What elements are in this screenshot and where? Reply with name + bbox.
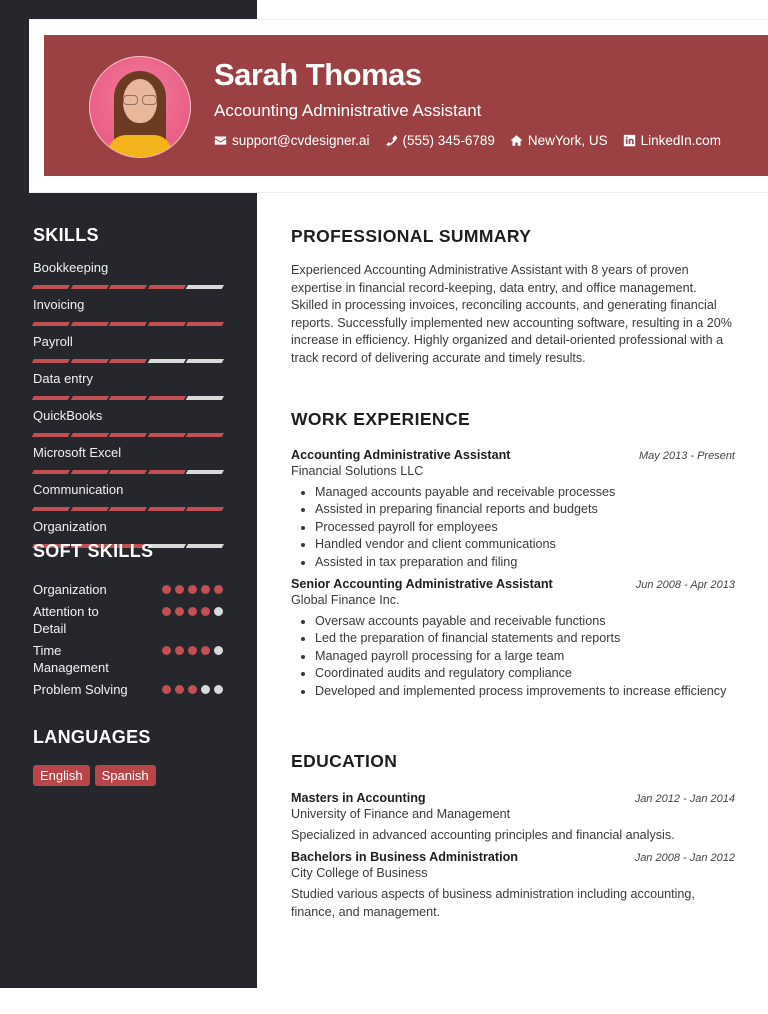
rating-dot <box>175 585 184 594</box>
skill-item <box>33 408 223 440</box>
skill-item <box>33 445 223 477</box>
skill-name: Microsoft Excel <box>33 445 122 460</box>
envelope-icon <box>214 134 227 147</box>
header-banner <box>44 35 768 176</box>
job-bullet: • Led the preparation of financial statements and reports <box>315 630 735 647</box>
level-segment <box>109 285 147 289</box>
skill-name: Organization <box>33 519 107 534</box>
avatar <box>89 56 191 158</box>
skill-name: Payroll <box>33 334 73 349</box>
rating-dot <box>214 646 223 655</box>
job-entry <box>291 448 735 571</box>
soft-skills-heading: SOFT SKILLS <box>33 541 154 561</box>
skills-list <box>33 260 223 551</box>
soft-skill-name: Time Management <box>33 643 109 675</box>
job-entry <box>291 577 735 700</box>
summary-section <box>291 226 735 367</box>
skill-item <box>33 334 223 366</box>
rating-dot <box>201 646 210 655</box>
job-bullet: • Handled vendor and client communications <box>315 536 735 553</box>
job-dates: May 2013 - Present <box>639 450 735 462</box>
rating-dot <box>201 685 210 694</box>
level-segment <box>109 359 147 363</box>
level-segment <box>148 322 186 326</box>
rating-dot <box>201 585 210 594</box>
rating-dot <box>175 646 184 655</box>
job-title: Senior Accounting Administrative Assistant <box>291 577 553 592</box>
level-segment <box>109 470 147 474</box>
level-segment <box>32 433 70 437</box>
school: University of Finance and Management <box>291 807 511 821</box>
skill-name: Communication <box>33 482 124 497</box>
level-segment <box>71 359 109 363</box>
job-company: Global Finance Inc. <box>291 593 400 608</box>
soft-skill-item <box>33 603 223 637</box>
level-segment <box>109 433 147 437</box>
level-segment <box>71 433 109 437</box>
level-segment <box>32 396 70 400</box>
education-dates: Jan 2008 - Jan 2012 <box>634 852 735 865</box>
degree: Masters in Accounting <box>291 791 426 805</box>
linkedin-icon <box>623 134 636 147</box>
level-segment <box>148 433 186 437</box>
level-segment <box>148 359 186 363</box>
skill-level-bar <box>33 430 223 440</box>
job-bullet: • Assisted in preparing financial reports and budgets <box>315 501 735 518</box>
soft-skill-item <box>33 642 223 676</box>
skill-name: Bookkeeping <box>33 260 109 275</box>
job-bullet: • Processed payroll for employees <box>315 519 735 536</box>
level-segment <box>32 507 70 511</box>
level-segment <box>32 285 70 289</box>
contact-linkedin[interactable] <box>623 133 721 148</box>
candidate-name: Sarah Thomas <box>214 57 422 92</box>
soft-skill-name: Attention to Detail <box>33 604 99 636</box>
job-bullet: • Managed payroll processing for a large team <box>315 648 735 665</box>
header-card <box>29 19 768 193</box>
level-segment <box>109 396 147 400</box>
contact-email-text: support@cvdesigner.ai <box>232 133 370 148</box>
rating-dot <box>162 607 171 616</box>
soft-skills-list <box>33 581 223 698</box>
summary-text: Experienced Accounting Administrative Assistant with 8 years of proven expertise in financial record-keeping, data entry, and office management. Skilled in processing invoices, reconciling accounts, and generating financial reports. Successfully implemented new accounting software, resulting in a 20% increase in efficiency. Highly organized and detail-oriented professional with a track record of delivering accurate and timely results. <box>291 263 733 365</box>
rating-dot <box>162 585 171 594</box>
skill-item <box>33 482 223 514</box>
level-segment <box>186 470 224 474</box>
soft-skill-rating <box>162 581 223 594</box>
level-segment <box>148 396 186 400</box>
soft-skill-rating <box>162 603 223 616</box>
rating-dot <box>214 607 223 616</box>
contact-email[interactable] <box>214 133 370 148</box>
level-segment <box>186 359 224 363</box>
job-bullets <box>291 484 735 571</box>
rating-dot <box>162 646 171 655</box>
rating-dot <box>175 607 184 616</box>
skill-level-bar <box>33 356 223 366</box>
skill-name: Invoicing <box>33 297 85 312</box>
rating-dot <box>214 585 223 594</box>
phone-icon <box>385 134 398 147</box>
level-segment <box>71 507 109 511</box>
rating-dot <box>188 685 197 694</box>
soft-skill-item <box>33 581 223 598</box>
soft-skill-name: Problem Solving <box>33 682 128 697</box>
education-description: Studied various aspects of business administration including accounting, finance, and management. <box>291 887 695 919</box>
experience-section <box>291 409 735 700</box>
job-bullet: • Coordinated audits and regulatory compliance <box>315 665 735 682</box>
job-company: Financial Solutions LLC <box>291 464 424 478</box>
skill-level-bar <box>33 282 223 292</box>
level-segment <box>71 396 109 400</box>
contact-location <box>510 133 608 148</box>
job-bullet: • Assisted in tax preparation and filing <box>315 554 735 571</box>
job-bullet: • Managed accounts payable and receivable processes <box>315 484 735 501</box>
contact-phone[interactable] <box>385 133 495 148</box>
level-segment <box>71 470 109 474</box>
skill-item <box>33 297 223 329</box>
language-badge: English <box>33 765 90 786</box>
skill-item <box>33 371 223 403</box>
summary-heading: PROFESSIONAL SUMMARY <box>291 226 532 246</box>
level-segment <box>71 322 109 326</box>
candidate-job-title: Accounting Administrative Assistant <box>214 101 482 120</box>
level-segment <box>71 285 109 289</box>
level-segment <box>186 396 224 400</box>
education-entry <box>291 850 735 921</box>
job-title: Accounting Administrative Assistant <box>291 448 511 462</box>
skill-level-bar <box>33 319 223 329</box>
skill-level-bar <box>33 504 223 514</box>
rating-dot <box>162 685 171 694</box>
soft-skill-rating <box>162 681 223 694</box>
level-segment <box>32 470 70 474</box>
skill-level-bar <box>33 467 223 477</box>
skill-level-bar <box>33 393 223 403</box>
job-bullets <box>291 613 735 700</box>
level-segment <box>148 285 186 289</box>
education-description: Specialized in advanced accounting principles and financial analysis. <box>291 828 675 842</box>
level-segment <box>148 470 186 474</box>
skill-item <box>33 260 223 292</box>
language-badge: Spanish <box>95 765 156 786</box>
rating-dot <box>214 685 223 694</box>
rating-dot <box>201 607 210 616</box>
languages-list <box>33 765 223 786</box>
rating-dot <box>188 646 197 655</box>
languages-heading: LANGUAGES <box>33 727 151 747</box>
job-bullet: • Oversaw accounts payable and receivable functions <box>315 613 735 630</box>
contact-location-text: NewYork, US <box>527 133 608 148</box>
soft-skill-name: Organization <box>33 582 107 597</box>
degree: Bachelors in Business Administration <box>291 850 518 865</box>
contact-list <box>214 133 721 148</box>
school: City College of Business <box>291 866 428 881</box>
skill-name: Data entry <box>33 371 93 386</box>
rating-dot <box>175 685 184 694</box>
level-segment <box>32 359 70 363</box>
contact-linkedin-text: LinkedIn.com <box>640 133 721 148</box>
languages-section <box>33 727 223 786</box>
skill-name: QuickBooks <box>33 408 103 423</box>
level-segment <box>109 322 147 326</box>
education-heading: EDUCATION <box>291 751 398 771</box>
education-entry <box>291 791 735 844</box>
level-segment <box>186 433 224 437</box>
skills-heading: SKILLS <box>33 225 99 245</box>
rating-dot <box>188 585 197 594</box>
contact-phone-text: (555) 345-6789 <box>402 133 495 148</box>
job-bullet: • Developed and implemented process improvements to increase efficiency <box>315 683 735 700</box>
skills-section <box>33 225 223 556</box>
experience-heading: WORK EXPERIENCE <box>291 409 471 429</box>
education-dates: Jan 2012 - Jan 2014 <box>634 793 735 805</box>
level-segment <box>186 322 224 326</box>
job-dates: Jun 2008 - Apr 2013 <box>635 579 735 592</box>
rating-dot <box>188 607 197 616</box>
level-segment <box>109 507 147 511</box>
soft-skill-rating <box>162 642 223 655</box>
home-icon <box>510 134 523 147</box>
level-segment <box>32 322 70 326</box>
soft-skills-section <box>33 541 223 703</box>
soft-skill-item <box>33 681 223 698</box>
level-segment <box>186 285 224 289</box>
level-segment <box>186 507 224 511</box>
level-segment <box>148 507 186 511</box>
education-section <box>291 751 735 921</box>
